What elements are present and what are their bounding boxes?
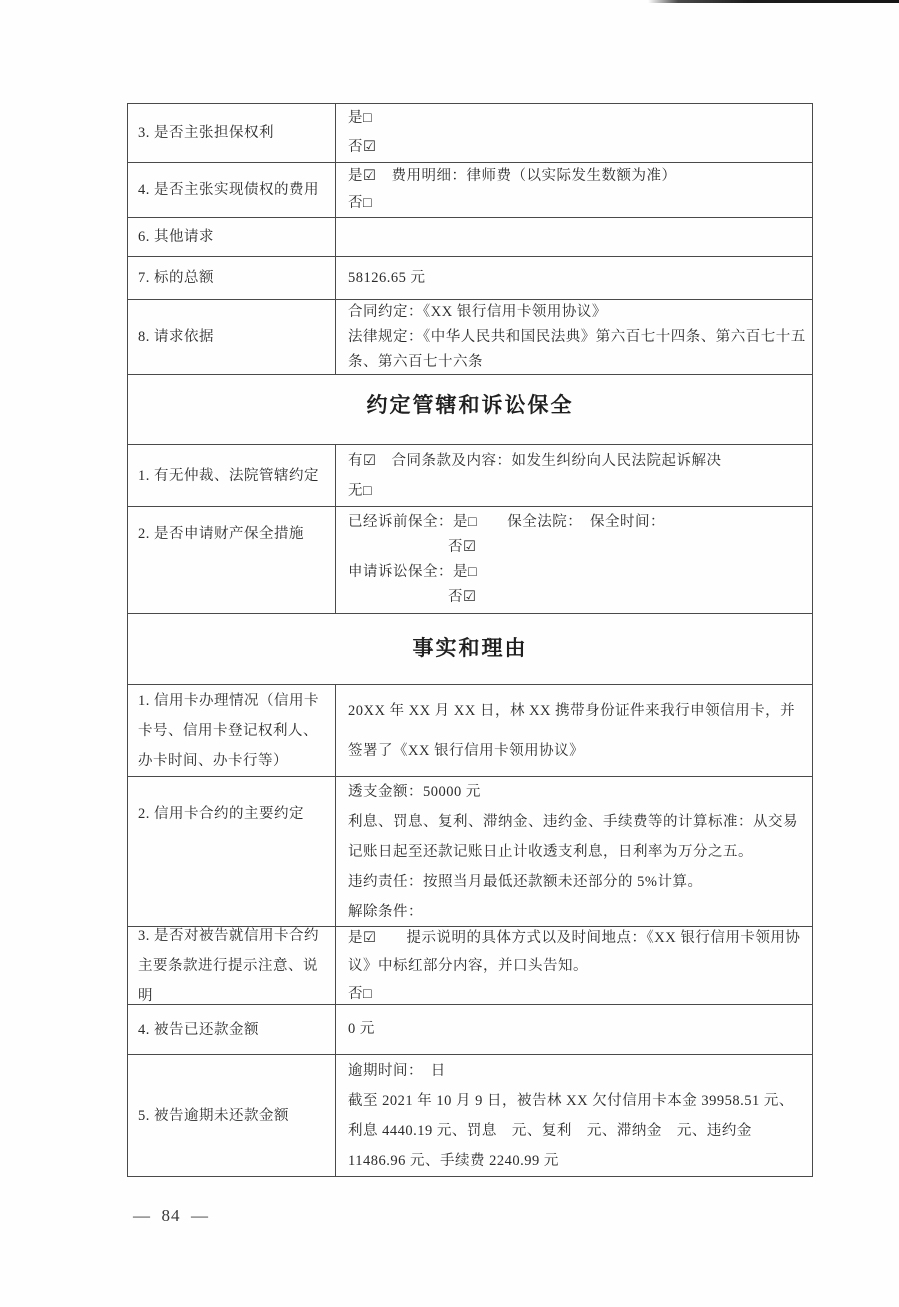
row-label: 3. 是否主张担保权利 — [128, 104, 336, 162]
value-line: 截至 2021 年 10 月 9 日，被告林 XX 欠付信用卡本金 39958.51 元、利息 4440.19 元、罚息 元、复利 元、滞纳金 元、违约金 11486.96 元、手续费 2240.99 元 — [348, 1092, 794, 1169]
complaint-form-table — [127, 103, 813, 1177]
row-label: 3. 是否对被告就信用卡合约主要条款进行提示注意、说明 — [128, 927, 336, 1004]
row-value — [336, 685, 812, 776]
row-value — [336, 1005, 812, 1054]
table-row-other-requests — [128, 217, 812, 256]
table-row-arbitration-agreement — [128, 444, 812, 506]
table-row-repaid-amount — [128, 1004, 812, 1054]
section-title: 约定管辖和诉讼保全 — [366, 393, 574, 417]
value-line: 法律规定：《中华人民共和国民法典》第六百七十四条、第六百七十五条、第六百七十六条 — [348, 328, 806, 370]
table-row-contract-terms — [128, 776, 812, 926]
checkbox-line-no: 否□ — [348, 985, 373, 1002]
row-value-empty — [336, 218, 812, 256]
value-line: 解除条件： — [348, 903, 423, 920]
row-label: 7. 标的总额 — [128, 257, 336, 299]
scan-artifact-top — [648, 0, 899, 3]
checkbox-line-yes: 是☑ 费用明细：律师费（以实际发生数额为准） — [348, 168, 677, 184]
row-value — [336, 507, 812, 613]
table-row-property-preservation — [128, 506, 812, 613]
row-value — [336, 1055, 812, 1176]
row-label: 1. 有无仲裁、法院管辖约定 — [128, 445, 336, 506]
row-value — [336, 445, 812, 506]
row-label: 2. 信用卡合约的主要约定 — [128, 777, 336, 926]
row-value — [336, 257, 812, 299]
checkbox-line-yes: 是☑ 提示说明的具体方式以及时间地点：《XX 银行信用卡领用协议》中标红部分内容，并口头告知。 — [348, 929, 801, 974]
row-label: 8. 请求依据 — [128, 300, 336, 374]
row-label: 5. 被告逾期未还款金额 — [128, 1055, 336, 1176]
checkbox-line-no: 否☑ — [448, 589, 477, 605]
section-title: 事实和理由 — [412, 637, 528, 660]
table-row-total-amount — [128, 256, 812, 299]
value-line: 逾期时间： 日 — [348, 1062, 446, 1079]
table-row-claim-costs — [128, 162, 812, 217]
value-line: 违约责任：按照当月最低还款额未还部分的 5%计算。 — [348, 873, 703, 890]
page-number: — 84 — — [133, 1206, 209, 1225]
value-line: 透支金额：50000 元 — [348, 783, 481, 800]
row-value — [336, 300, 812, 374]
checkbox-line-no: 无□ — [348, 482, 373, 499]
section-header-jurisdiction — [128, 374, 812, 444]
value-line: 58126.65 元 — [348, 269, 426, 286]
checkbox-line-yes: 有☑ 合同条款及内容：如发生纠纷向人民法院起诉解决 — [348, 452, 722, 469]
value-line: 0 元 — [348, 1021, 375, 1037]
checkbox-line-no: 否☑ — [448, 539, 477, 555]
table-row-claim-guarantee — [128, 104, 812, 162]
table-row-card-issuance — [128, 684, 812, 776]
value-line: 合同约定：《XX 银行信用卡领用协议》 — [348, 303, 607, 320]
table-row-overdue-amount — [128, 1054, 812, 1176]
row-label: 4. 是否主张实现债权的费用 — [128, 163, 336, 217]
row-value — [336, 163, 812, 217]
checkbox-line-no: 否☑ — [348, 139, 377, 155]
value-line: 利息、罚息、复利、滞纳金、违约金、手续费等的计算标准：从交易记账日起至还款记账日止计收透支利息，日利率为万分之五。 — [348, 813, 798, 860]
checkbox-line-yes: 是□ — [348, 110, 373, 126]
row-value — [336, 104, 812, 162]
row-label: 1. 信用卡办理情况（信用卡卡号、信用卡登记权利人、办卡时间、办卡行等） — [128, 685, 336, 776]
row-label: 4. 被告已还款金额 — [128, 1005, 336, 1054]
row-label: 6. 其他请求 — [128, 218, 336, 256]
table-row-claim-basis — [128, 299, 812, 374]
checkbox-line-no: 否□ — [348, 195, 373, 211]
row-value — [336, 777, 812, 926]
checkbox-line-litigation: 申请诉讼保全：是□ — [348, 564, 478, 580]
table-row-terms-notification — [128, 926, 812, 1004]
row-value — [336, 927, 812, 1004]
checkbox-line-presuit: 已经诉前保全：是□ 保全法院： 保全时间： — [348, 514, 666, 530]
section-header-facts — [128, 613, 812, 684]
value-line: 20XX 年 XX 月 XX 日，林 XX 携带身份证件来我行申领信用卡，并签署了《XX 银行信用卡领用协议》 — [348, 702, 796, 759]
row-label: 2. 是否申请财产保全措施 — [128, 507, 336, 613]
